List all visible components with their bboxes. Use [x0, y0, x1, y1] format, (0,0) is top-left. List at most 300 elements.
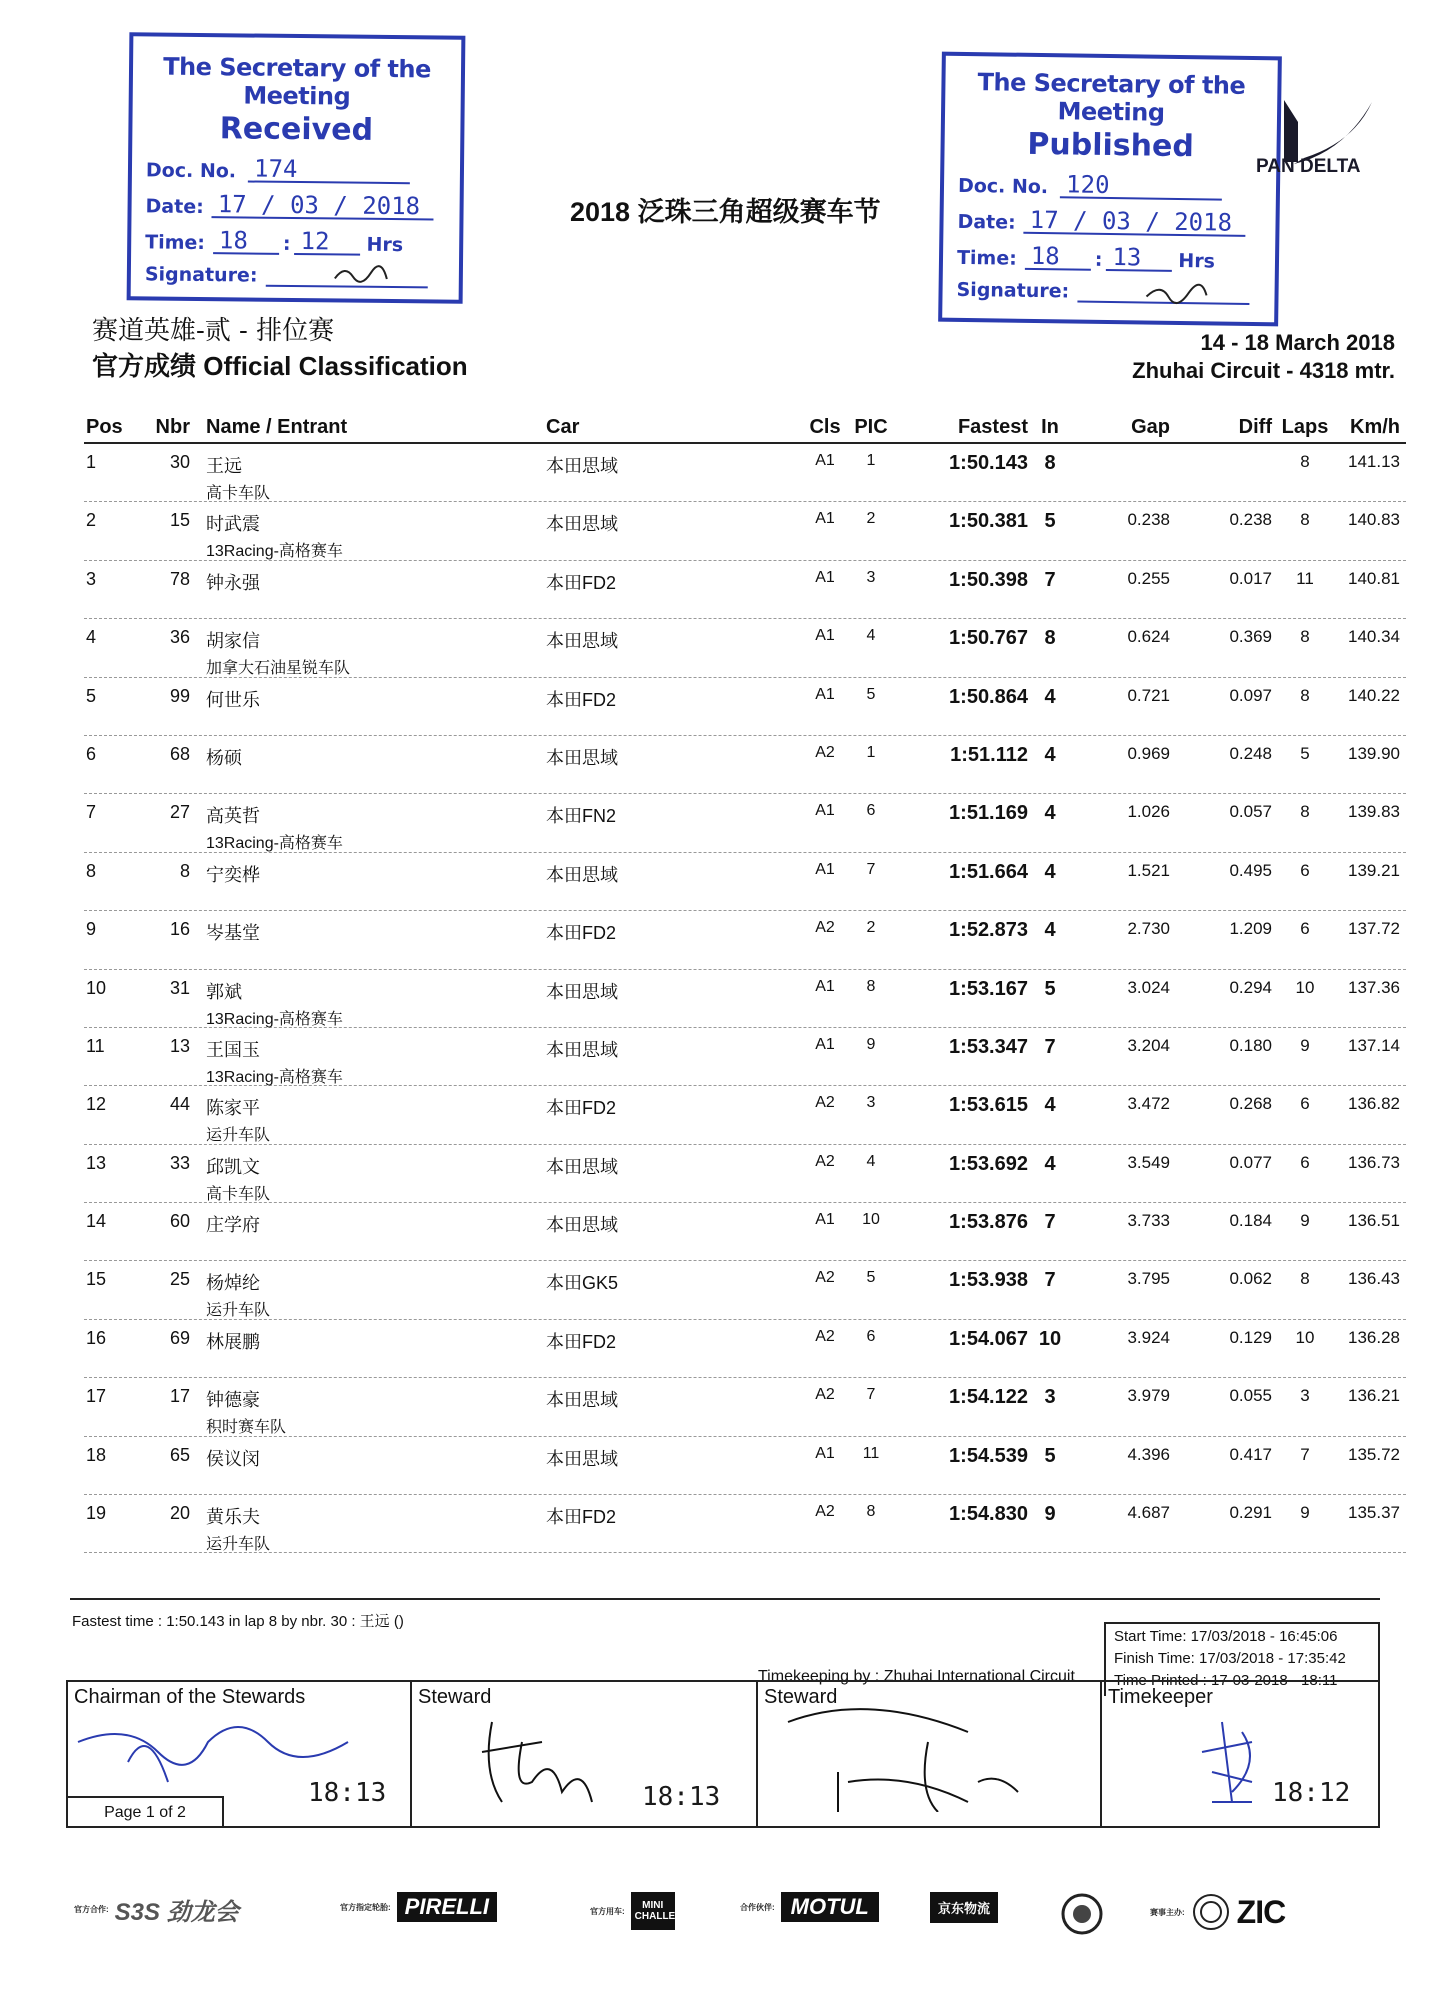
cell-laps: 9 — [1300, 1211, 1310, 1231]
fastest-time-note: Fastest time : 1:50.143 in lap 8 by nbr. 30 : 王远 () — [72, 1613, 404, 1630]
cell-pos: 1 — [86, 452, 97, 472]
cell-pic: 8 — [866, 977, 876, 995]
cell-gap: 2.730 — [1127, 919, 1170, 939]
table-row — [84, 678, 1406, 736]
cell-fastest: 1:54.067 — [949, 1327, 1028, 1350]
cell-fastest: 1:53.692 — [949, 1152, 1028, 1175]
cell-gap: 0.255 — [1127, 568, 1170, 588]
cell-cls: A2 — [815, 743, 835, 761]
timekeeping-by: Timekeeping by : Zhuhai International Circuit — [758, 1668, 1075, 1685]
time-row: Time: 18 : 12 Hrs — [145, 226, 404, 257]
cell-pic: 7 — [866, 860, 876, 878]
signature-row — [956, 279, 1274, 305]
cell-pic: 1 — [866, 743, 876, 761]
start-time: Start Time: 17/03/2018 - 16:45:06 — [1114, 1628, 1338, 1645]
cell-in: 5 — [1044, 1444, 1056, 1467]
cell-cls: A1 — [815, 1444, 835, 1462]
driver-name: 邱凯文 — [206, 1156, 260, 1177]
cell-pic: 3 — [866, 568, 876, 586]
cell-gap: 3.549 — [1127, 1152, 1170, 1172]
steward1-label: Steward — [418, 1686, 492, 1708]
cell-car: 本田思域 — [546, 981, 618, 1002]
table-row — [84, 619, 1406, 677]
cell-name — [206, 861, 260, 889]
cell-diff: 0.062 — [1229, 1269, 1272, 1289]
cell-car: 本田思域 — [546, 631, 618, 652]
cell-gap: 0.969 — [1127, 743, 1170, 763]
cell-pos: 5 — [86, 685, 97, 706]
session-title: 赛道英雄-贰 - 排位赛 — [92, 316, 335, 346]
col-name: Name / Entrant — [206, 416, 348, 438]
col-kmh: Km/h — [1350, 416, 1400, 438]
cell-pic: 1 — [866, 452, 876, 469]
cell-pos: 8 — [86, 860, 97, 881]
cell-pic: 2 — [866, 510, 876, 528]
cell-pos: 11 — [86, 1035, 105, 1056]
cell-fastest: 1:51.112 — [950, 743, 1028, 766]
sponsor-label: 赛事主办: — [1150, 1907, 1185, 1917]
chairman-label: Chairman of the Stewards — [74, 1686, 306, 1708]
col-gap: Gap — [1131, 416, 1170, 438]
cell-in: 4 — [1044, 1094, 1056, 1117]
cell-pos: 19 — [86, 1503, 107, 1524]
table-body — [84, 444, 1406, 1553]
table-row — [84, 1378, 1406, 1436]
cell-gap: 3.924 — [1127, 1327, 1170, 1347]
published-stamp — [938, 52, 1282, 327]
cell-in: 10 — [1038, 1327, 1062, 1350]
cell-nbr: 60 — [169, 1211, 190, 1232]
steward2-signature — [768, 1702, 1068, 1812]
chairman-signed-time: 18:13 — [308, 1778, 387, 1808]
stamp-title: The Secretary of the Meeting — [163, 52, 431, 111]
doc-label: Doc. No. — [957, 174, 1049, 199]
driver-name: 宁奕桦 — [206, 864, 260, 885]
cell-diff: 0.129 — [1229, 1327, 1272, 1347]
time-suffix: Hrs — [1178, 249, 1216, 273]
steward1-signed-time: 18:13 — [642, 1782, 721, 1812]
cell-cls: A1 — [815, 802, 835, 820]
table-row — [84, 1028, 1406, 1086]
signature-label: Signature: — [956, 278, 1070, 303]
organizer-emblem-icon — [1191, 1892, 1231, 1932]
cell-laps: 5 — [1300, 743, 1310, 763]
cell-car: 本田思域 — [546, 1215, 618, 1236]
cell-pic: 6 — [866, 802, 876, 820]
cell-kmh: 139.90 — [1348, 743, 1400, 763]
cell-diff: 0.057 — [1229, 802, 1272, 822]
circuit-emblem-icon — [1060, 1892, 1104, 1936]
page-indicator: Page 1 of 2 — [68, 1796, 224, 1828]
cell-fastest: 1:54.830 — [949, 1503, 1028, 1526]
cell-laps: 6 — [1300, 919, 1310, 939]
driver-name: 陈家平 — [206, 1098, 260, 1119]
cell-nbr: 17 — [169, 1386, 190, 1407]
entrant-name: 高卡车队 — [206, 1185, 271, 1203]
date-row — [957, 207, 1275, 237]
cell-fastest: 1:51.664 — [949, 860, 1028, 883]
cell-diff: 0.180 — [1229, 1035, 1272, 1055]
cell-diff: 0.097 — [1229, 685, 1272, 705]
timekeeper-signature — [1192, 1712, 1272, 1812]
cell-fastest: 1:53.167 — [949, 977, 1028, 1000]
signature-row — [145, 263, 459, 288]
footer-divider — [70, 1598, 1380, 1600]
cell-pos: 15 — [86, 1269, 107, 1290]
cell-diff: 0.077 — [1229, 1152, 1272, 1172]
cell-laps: 8 — [1300, 510, 1310, 530]
cell-laps: 6 — [1300, 1094, 1310, 1114]
cell-fastest: 1:50.398 — [949, 568, 1028, 591]
cell-gap: 4.396 — [1127, 1444, 1170, 1464]
cell-gap: 3.733 — [1127, 1211, 1170, 1231]
cell-cls: A1 — [815, 452, 835, 469]
cell-fastest: 1:53.615 — [949, 1094, 1028, 1117]
cell-cls: A2 — [815, 1327, 835, 1345]
driver-name: 何世乐 — [206, 689, 260, 710]
cell-pos: 2 — [86, 510, 97, 531]
cell-nbr: 31 — [169, 977, 190, 998]
table-row — [84, 970, 1406, 1028]
cell-pic: 9 — [866, 1035, 876, 1053]
cell-pos: 6 — [86, 743, 97, 764]
cell-cls: A1 — [815, 627, 835, 645]
col-car: Car — [546, 416, 580, 438]
cell-car: 本田FD2 — [546, 1098, 617, 1119]
cell-cls: A1 — [815, 1035, 835, 1053]
cell-pos: 3 — [86, 568, 97, 589]
table-row — [84, 1320, 1406, 1378]
zic-logo: ZIC — [1236, 1893, 1286, 1930]
cell-cls: A2 — [815, 1503, 835, 1521]
driver-name: 王远 — [206, 456, 242, 476]
cell-pic: 5 — [866, 1269, 876, 1287]
cell-nbr: 68 — [169, 743, 190, 764]
cell-laps: 8 — [1300, 685, 1310, 705]
entrant-name: 运升车队 — [206, 1302, 271, 1320]
table-row — [84, 736, 1406, 794]
cell-kmh: 139.83 — [1348, 802, 1400, 822]
cell-gap: 0.624 — [1127, 627, 1170, 647]
cell-nbr: 30 — [169, 452, 190, 472]
event-title: 2018 泛珠三角超级赛车节 — [570, 197, 881, 227]
cell-cls: A2 — [815, 1386, 835, 1404]
cell-pic: 11 — [862, 1444, 880, 1462]
cell-pic: 10 — [862, 1211, 880, 1229]
time-row: Time: 18 : 13 Hrs — [956, 241, 1216, 273]
stamp-status: Published — [1027, 126, 1195, 165]
cell-gap: 4.687 — [1127, 1503, 1170, 1523]
cell-in: 3 — [1044, 1386, 1056, 1409]
cell-cls: A1 — [815, 1211, 835, 1229]
cell-fastest: 1:50.143 — [949, 452, 1028, 474]
time-hours: 18 — [1025, 244, 1091, 271]
cell-fastest: 1:53.347 — [949, 1035, 1028, 1058]
cell-in: 5 — [1044, 977, 1056, 1000]
cell-name — [206, 510, 343, 561]
sponsor-mini — [590, 1892, 697, 1930]
entrant-name: 13Racing-高格赛车 — [206, 1010, 343, 1028]
sponsor-emblem — [1060, 1892, 1104, 1936]
cell-nbr: 13 — [169, 1035, 190, 1056]
col-in: In — [1041, 416, 1059, 438]
cell-in: 5 — [1044, 510, 1056, 533]
cell-laps: 11 — [1296, 568, 1314, 588]
driver-name: 庄学府 — [206, 1215, 260, 1236]
time-minutes: 13 — [1106, 245, 1172, 272]
entrant-name: 积时赛车队 — [206, 1419, 287, 1437]
time-printed: Time Printed : 17-03-2018 - 18:11 — [1114, 1672, 1338, 1689]
cell-name — [206, 1386, 286, 1437]
sponsor-pirelli — [340, 1892, 497, 1922]
cell-fastest: 1:54.122 — [949, 1386, 1028, 1409]
cell-name — [206, 1036, 343, 1087]
sponsor-jd-logistics — [930, 1892, 998, 1923]
cell-kmh: 140.81 — [1348, 568, 1400, 588]
doc-value: 120 — [1060, 172, 1222, 200]
cell-name — [206, 1094, 270, 1145]
cell-car: 本田思域 — [546, 1156, 618, 1177]
cell-diff: 0.017 — [1229, 568, 1272, 588]
driver-name: 时武震 — [206, 514, 260, 535]
sponsor-label: 官方用车: — [590, 1906, 625, 1916]
cell-pos: 13 — [86, 1152, 107, 1173]
cell-gap: 1.521 — [1127, 860, 1170, 880]
entrant-name: 13Racing-高格赛车 — [206, 1068, 343, 1086]
cell-laps: 7 — [1300, 1444, 1310, 1464]
steward2-label: Steward — [764, 1686, 838, 1708]
pirelli-logo: PIRELLI — [397, 1892, 497, 1922]
date-label: Date: — [957, 210, 1016, 234]
date-label: Date: — [145, 195, 204, 219]
cell-name — [206, 1269, 270, 1320]
finish-time: Finish Time: 17/03/2018 - 17:35:42 — [1114, 1650, 1346, 1667]
cell-car: 本田FD2 — [546, 572, 617, 593]
cell-pic: 7 — [866, 1386, 876, 1404]
cell-gap: 3.979 — [1127, 1386, 1170, 1406]
cell-cls: A2 — [815, 919, 835, 937]
cell-cls: A1 — [815, 510, 835, 528]
col-pos: Pos — [86, 416, 123, 438]
cell-gap: 3.472 — [1127, 1094, 1170, 1114]
cell-in: 7 — [1044, 1035, 1056, 1058]
signature-scribble — [1142, 278, 1212, 309]
cell-in: 4 — [1044, 743, 1056, 766]
s3s-logo: S3S 劲龙会 — [114, 1899, 239, 1926]
cell-kmh: 136.73 — [1348, 1152, 1400, 1172]
driver-name: 高英哲 — [206, 806, 260, 827]
cell-name — [206, 686, 260, 714]
table-row — [84, 1203, 1406, 1261]
cell-kmh: 140.83 — [1348, 510, 1400, 530]
cell-name — [206, 569, 260, 597]
cell-name — [206, 1503, 270, 1554]
classification-title: 官方成绩 Official Classification — [92, 351, 468, 381]
cell-car: 本田FD2 — [546, 1331, 617, 1352]
cell-gap: 3.024 — [1127, 977, 1170, 997]
cell-name — [206, 1328, 260, 1356]
cell-fastest: 1:51.169 — [949, 802, 1028, 825]
table-row — [84, 1437, 1406, 1495]
cell-in: 8 — [1044, 627, 1056, 650]
stamp-title: The Secretary of the Meeting — [977, 68, 1246, 127]
table-row — [84, 911, 1406, 969]
timekeeper-cell — [1102, 1682, 1378, 1826]
time-label: Time: — [956, 246, 1017, 270]
cell-car: 本田思域 — [546, 514, 618, 535]
date-row — [145, 191, 459, 220]
cell-laps: 6 — [1300, 860, 1310, 880]
doc-row — [958, 171, 1276, 201]
driver-name: 林展鹏 — [206, 1331, 260, 1352]
cell-pos: 7 — [86, 802, 97, 823]
cell-fastest: 1:52.873 — [949, 919, 1028, 942]
cell-fastest: 1:50.381 — [949, 510, 1028, 533]
sponsor-motul — [740, 1892, 879, 1922]
cell-pos: 4 — [86, 627, 97, 648]
cell-kmh: 137.36 — [1348, 977, 1400, 997]
cell-gap: 1.026 — [1127, 802, 1170, 822]
cell-pic: 5 — [866, 685, 876, 703]
cell-cls: A1 — [815, 977, 835, 995]
cell-car: 本田FD2 — [546, 689, 617, 710]
cell-car: 本田FD2 — [546, 1507, 617, 1528]
cell-kmh: 135.72 — [1348, 1444, 1400, 1464]
event-dates: 14 - 18 March 2018 — [1200, 330, 1395, 355]
cell-kmh: 136.21 — [1348, 1386, 1400, 1406]
cell-nbr: 27 — [169, 802, 190, 823]
driver-name: 侯议闵 — [206, 1448, 260, 1469]
cell-car: 本田思域 — [546, 864, 618, 885]
cell-fastest: 1:50.767 — [949, 627, 1028, 650]
cell-laps: 6 — [1300, 1152, 1310, 1172]
cell-laps: 8 — [1300, 802, 1310, 822]
cell-gap: 0.721 — [1127, 685, 1170, 705]
cell-kmh: 140.22 — [1348, 685, 1400, 705]
cell-car: 本田GK5 — [546, 1273, 619, 1294]
cell-nbr: 33 — [169, 1152, 190, 1173]
cell-diff: 0.055 — [1229, 1386, 1272, 1406]
driver-name: 杨焯纶 — [206, 1273, 260, 1294]
table-row — [84, 561, 1406, 619]
cell-pic: 6 — [866, 1327, 876, 1345]
driver-name: 黄乐夫 — [206, 1507, 260, 1528]
entrant-name: 运升车队 — [206, 1536, 271, 1554]
cell-car: 本田FN2 — [546, 806, 617, 827]
cell-nbr: 25 — [169, 1269, 190, 1290]
cell-diff: 0.184 — [1229, 1211, 1272, 1231]
results-table — [84, 412, 1406, 1553]
cell-laps: 8 — [1300, 1269, 1310, 1289]
event-circuit: Zhuhai Circuit - 4318 mtr. — [1132, 358, 1395, 383]
cell-pos: 10 — [86, 977, 107, 998]
col-nbr: Nbr — [155, 416, 190, 438]
driver-name: 钟永强 — [206, 572, 260, 593]
driver-name: 胡家信 — [206, 631, 260, 652]
time-label: Time: — [145, 231, 206, 255]
cell-nbr: 36 — [169, 627, 190, 648]
col-fastest: Fastest — [957, 416, 1028, 438]
cell-pos: 18 — [86, 1444, 107, 1465]
table-row — [84, 794, 1406, 852]
cell-pic: 8 — [866, 1503, 876, 1521]
cell-pic: 4 — [866, 627, 876, 645]
sponsor-zic — [1150, 1892, 1285, 1932]
signature-scribble — [331, 258, 391, 289]
cell-cls: A2 — [815, 1094, 835, 1112]
cell-in: 7 — [1044, 1211, 1056, 1234]
cell-in: 9 — [1044, 1503, 1056, 1526]
signature-label: Signature: — [144, 263, 258, 287]
col-cls: Cls — [809, 416, 841, 438]
cell-fastest: 1:54.539 — [949, 1444, 1028, 1467]
cell-nbr: 99 — [169, 685, 190, 706]
cell-kmh: 139.21 — [1348, 860, 1400, 880]
cell-in: 4 — [1044, 919, 1056, 942]
cell-diff: 0.417 — [1229, 1444, 1272, 1464]
cell-nbr: 8 — [179, 860, 190, 881]
sponsor-s3s — [74, 1892, 239, 1927]
steward1-signature — [472, 1712, 612, 1812]
timekeeper-label: Timekeeper — [1108, 1686, 1213, 1708]
cell-car: 本田思域 — [546, 747, 618, 768]
time-suffix: Hrs — [366, 233, 404, 257]
cell-fastest: 1:53.876 — [949, 1211, 1028, 1234]
cell-kmh: 137.72 — [1348, 919, 1400, 939]
cell-name — [206, 627, 350, 678]
cell-nbr: 20 — [169, 1503, 190, 1524]
cell-nbr: 65 — [169, 1444, 190, 1465]
cell-kmh: 136.51 — [1348, 1211, 1400, 1231]
doc-value: 174 — [248, 156, 410, 184]
jd-logistics-logo: 京东物流 — [930, 1892, 998, 1923]
cell-laps: 10 — [1295, 1327, 1315, 1347]
entrant-name: 13Racing-高格赛车 — [206, 543, 343, 561]
motul-logo: MOTUL — [781, 1892, 879, 1922]
cell-pic: 4 — [866, 1152, 876, 1170]
cell-nbr: 69 — [169, 1327, 190, 1348]
cell-pos: 14 — [86, 1211, 107, 1232]
steward1-cell — [412, 1682, 758, 1826]
entrant-name: 高卡车队 — [206, 485, 271, 502]
date-value: 17 / 03 / 2018 — [1024, 208, 1246, 237]
table-row — [84, 1495, 1406, 1553]
cell-name — [206, 919, 260, 947]
cell-name — [206, 1445, 260, 1473]
cell-cls: A1 — [815, 568, 835, 586]
cell-nbr: 44 — [169, 1094, 190, 1115]
driver-name: 钟德豪 — [206, 1390, 260, 1411]
col-diff: Diff — [1238, 416, 1272, 438]
cell-laps: 8 — [1300, 452, 1310, 471]
cell-laps: 9 — [1300, 1035, 1310, 1055]
cell-car: 本田思域 — [546, 1390, 618, 1411]
cell-gap: 0.238 — [1127, 510, 1170, 530]
cell-name — [206, 744, 242, 772]
driver-name: 郭斌 — [206, 981, 242, 1002]
cell-pos: 16 — [86, 1327, 107, 1348]
cell-nbr: 78 — [169, 568, 190, 589]
cell-in: 4 — [1044, 802, 1056, 825]
cell-diff: 0.238 — [1229, 510, 1272, 530]
cell-nbr: 16 — [169, 919, 190, 940]
cell-car: 本田思域 — [546, 1039, 618, 1060]
entrant-name: 13Racing-高格赛车 — [206, 835, 343, 853]
cell-name — [206, 452, 270, 503]
cell-in: 4 — [1044, 685, 1056, 708]
cell-laps: 8 — [1300, 627, 1310, 647]
col-laps: Laps — [1281, 416, 1329, 438]
